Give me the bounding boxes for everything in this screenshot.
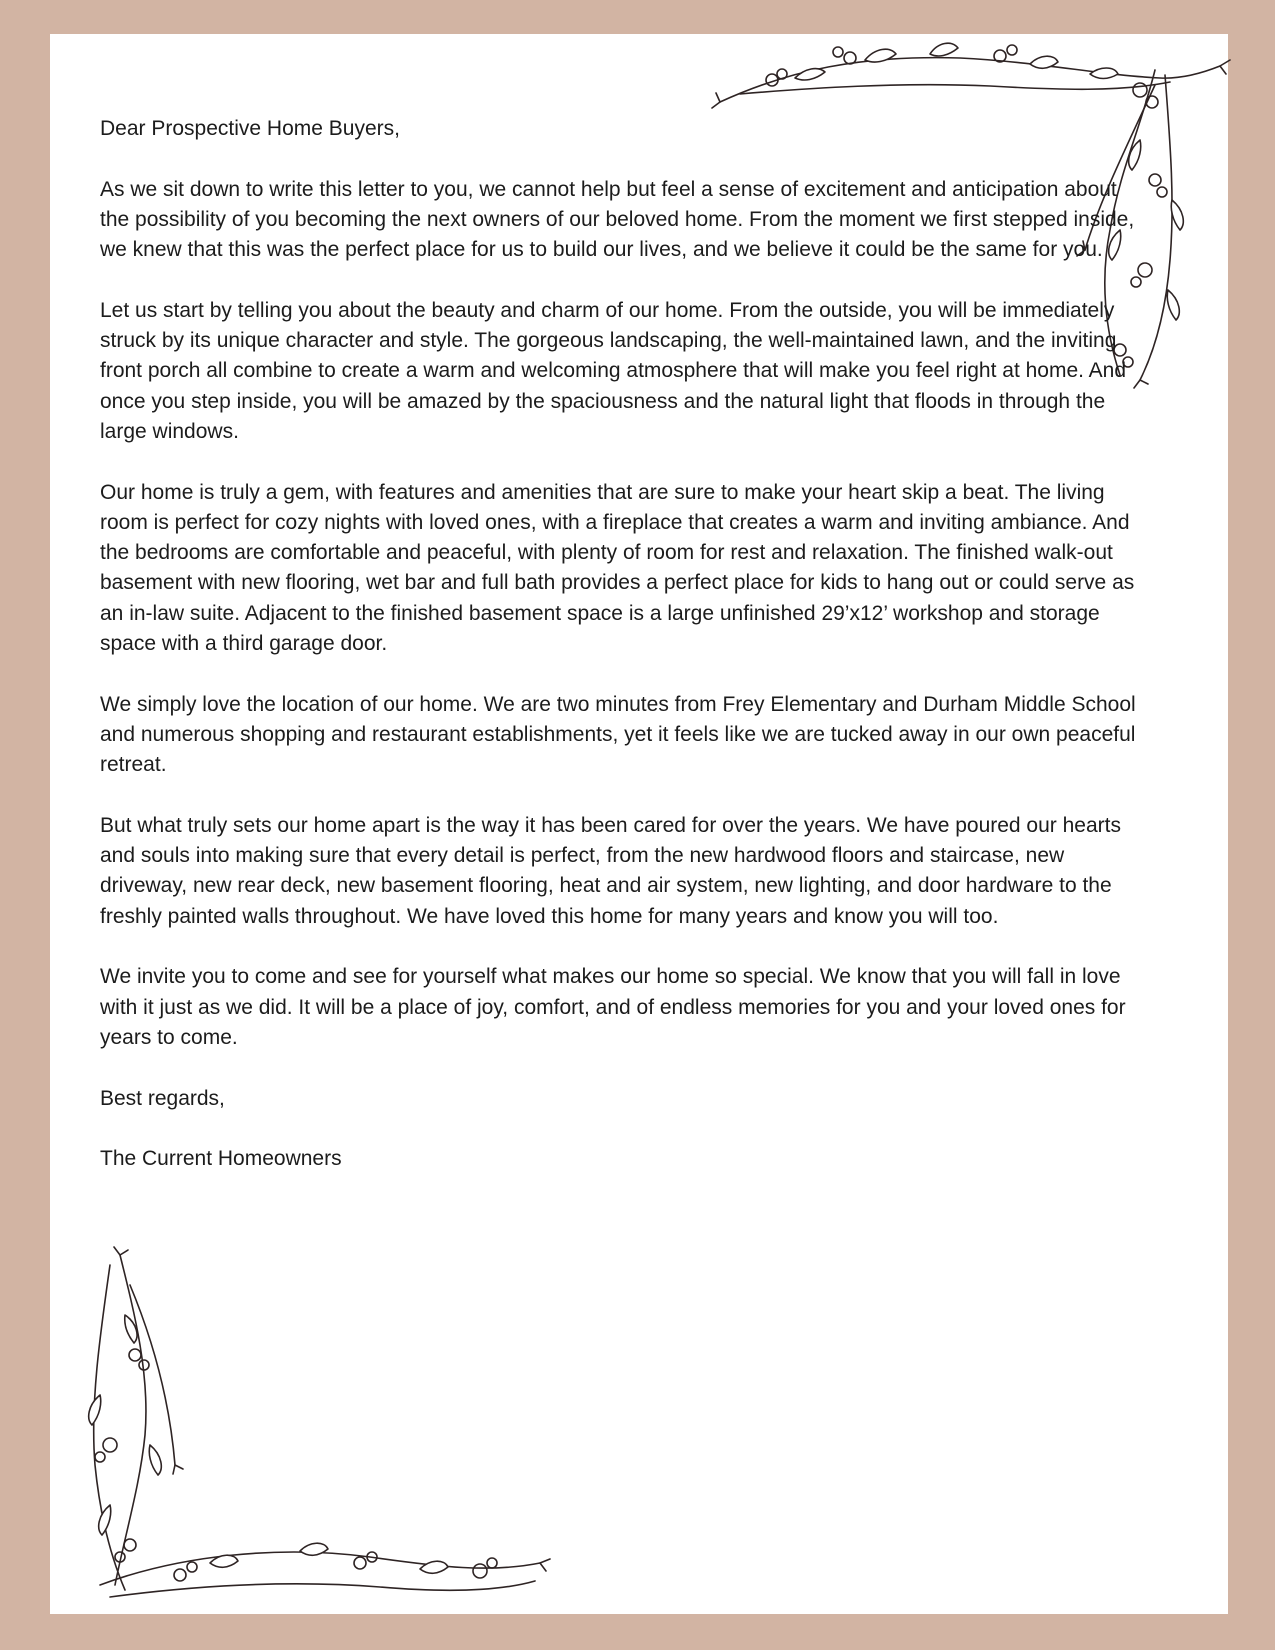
paragraph: But what truly sets our home apart is the way it has been cared for over the years. We have poured our hearts and souls into making sure that every detail is perfect, from the new hardwood floors and staircase, new driveway, new rear deck, new basement flooring, heat and air system, new lighting, and door hardware to the freshly painted walls throughout. We have loved this home for many years and know you will too. — [100, 813, 1121, 928]
closing: Best regards, — [100, 1086, 225, 1110]
salutation: Dear Prospective Home Buyers, — [100, 117, 400, 140]
paragraph: We invite you to come and see for yourself what makes our home so special. We know that you will fall in love with it just as we did. It will be a place of joy, comfort, and of endless memories for you and your loved ones for years to come. — [100, 965, 1126, 1049]
letter-body — [100, 114, 1150, 1205]
paragraph: As we sit down to write this letter to you, we cannot help but feel a sense of excitement and anticipation about the possibility of you becoming the next owners of our beloved home. From the moment we first stepped inside, we knew that this was the perfect place for us to build our lives, and we believe it could be the same for you. — [100, 177, 1135, 262]
paragraph: We simply love the location of our home. We are two minutes from Frey Elementary and Durham Middle School and numerous shopping and restaurant establishments, yet it feels like we are tucked away in our own peaceful retreat. — [100, 692, 1136, 777]
floral-vine-icon — [40, 1245, 560, 1615]
paragraph: Our home is truly a gem, with features and amenities that are sure to make your heart skip a beat. The living room is perfect for cozy nights with loved ones, with a fireplace that creates a warm and inviting ambiance. And the bedrooms are comfortable and peaceful, with plenty of room for rest and relaxation. The finished walk-out basement with new flooring, wet bar and full bath provides a perfect place for kids to hang out or could serve as an in-law suite. Adjacent to the finished basement space is a large unfinished 29’x12’ workshop and storage space with a third garage door. — [100, 480, 1135, 656]
paragraph: Let us start by telling you about the beauty and charm of our home. From the outside, you will be immediately struck by its unique character and style. The gorgeous landscaping, the well-maintained lawn, and the inviting front porch all combine to create a warm and welcoming atmosphere that will make you feel right at home. And once you step inside, you will be amazed by the spaciousness and the natural light that floods in through the large windows. — [100, 298, 1127, 443]
signature: The Current Homeowners — [100, 1147, 342, 1171]
